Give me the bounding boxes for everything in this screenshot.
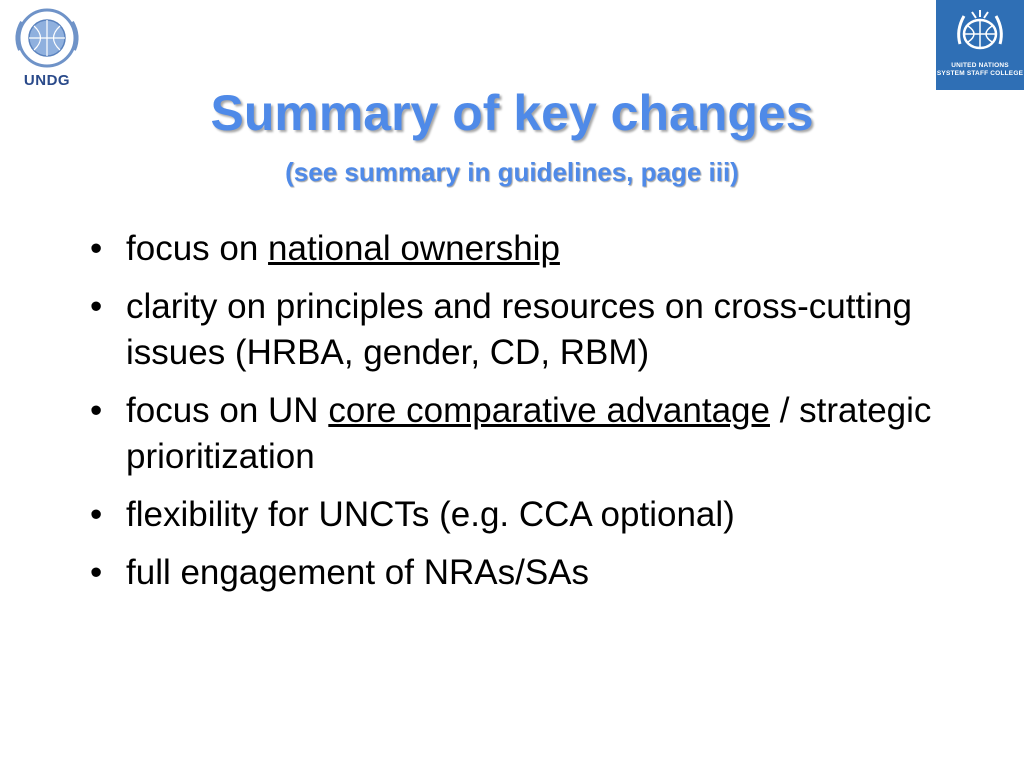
undg-logo-text: UNDG (23, 72, 71, 89)
bullet-underlined-text: national ownership (268, 229, 560, 268)
bullet-item: • focus on national ownership (86, 226, 966, 272)
un-emblem-icon (8, 6, 86, 72)
bullet-item: • focus on UN core comparative advantage / strategic prioritization (86, 388, 966, 480)
slide-title: Summary of key changes (210, 85, 814, 141)
slide-subtitle: (see summary in guidelines, page iii) (285, 157, 739, 187)
staff-college-logo (936, 0, 1024, 90)
bullet-underlined-text: core comparative advantage (328, 391, 770, 430)
bullet-icon: • (90, 229, 103, 268)
globe-icon (954, 8, 1006, 58)
bullet-icon: • (90, 287, 103, 326)
undg-logo (8, 6, 86, 90)
bullet-icon: • (90, 553, 103, 592)
bullet-icon: • (90, 391, 103, 430)
bullet-list (86, 226, 966, 608)
staff-college-logo-text: UNITED NATIONS SYSTEM STAFF COLLEGE (936, 62, 1024, 77)
bullet-item: • flexibility for UNCTs (e.g. CCA optional) (86, 492, 966, 538)
bullet-icon: • (90, 495, 103, 534)
bullet-item: • full engagement of NRAs/SAs (86, 550, 966, 596)
bullet-item: • clarity on principles and resources on cross-cutting issues (HRBA, gender, CD, RBM) (86, 284, 966, 376)
